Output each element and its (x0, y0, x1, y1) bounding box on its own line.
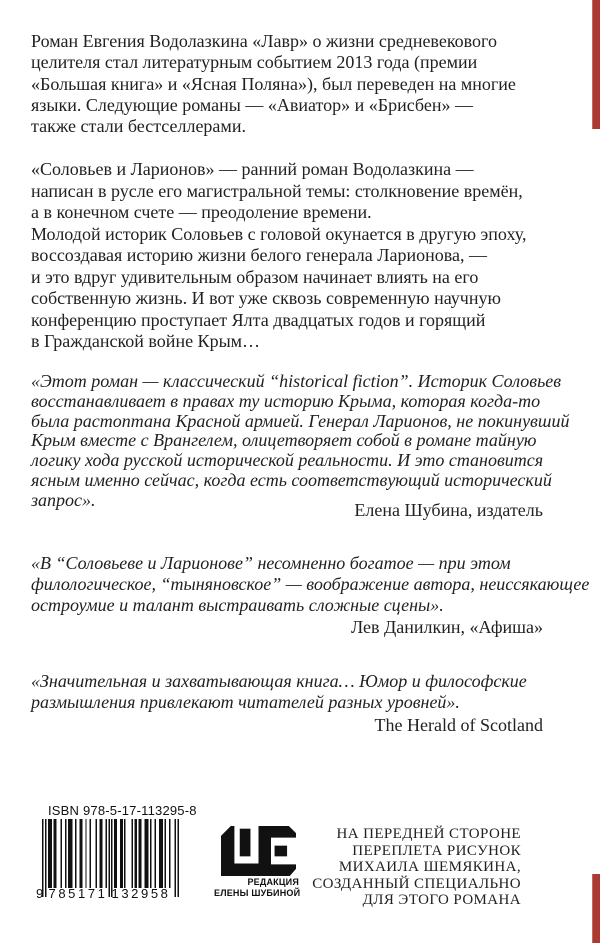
text-line: также стали бестселлерами. (31, 116, 246, 137)
text-line: языки. Следующие романы — «Авиатор» и «Брисбен» — (31, 94, 473, 115)
text-line: была растоптана Красной армией. Генерал Ларионов, не покинувший (31, 410, 570, 431)
text-line: Роман Евгения Водолазкина «Лавр» о жизни средневекового (31, 31, 497, 51)
barcode-prefix-digit: 9 (36, 886, 44, 901)
ean13-barcode (36, 819, 179, 901)
quote-attribution-shubina: Елена Шубина, издатель (354, 500, 543, 520)
text-line: филологическое, “тыняновское” — воображение автора, неиссякающее (31, 574, 590, 594)
text-line: РЕДАКЦИЯ (247, 877, 299, 887)
cover-edge-stripe-top (592, 0, 600, 129)
text-line: «Большая книга» и «Ясная Поляна»), был переведен на многие (31, 73, 516, 94)
text-line: «Соловьев и Ларионов» — ранний роман Водолазкина — (31, 159, 474, 179)
text-line: ДЛЯ ЭТОГО РОМАНА (362, 892, 521, 909)
annotation-paragraph-1 (31, 31, 516, 137)
text-line: конференцию проступает Ялта двадцатых годов и горящий (31, 309, 486, 330)
text-line: «Этот роман — классический “historical fiction”. Историк Соловьев (31, 371, 562, 391)
text-line: в Гражданской войне Крым… (31, 331, 261, 351)
text-line: Молодой историк Соловьев с головой окунается в другую эпоху, (31, 223, 527, 244)
text-line: остроумие и талант выстраивать сложные сцены». (31, 595, 444, 615)
text-line: «Значительная и захватывающая книга… Юмор и философские (31, 671, 527, 691)
text-line: запрос». (31, 489, 96, 510)
text-line: восстанавливает в правах ту историю Крыма, которая когда-то (31, 390, 541, 411)
quote-danilkin (31, 553, 589, 616)
cover-edge-stripe-bottom (592, 874, 600, 943)
text-line: логику хода русской исторической реальности. И это становится (31, 450, 544, 471)
barcode-digits-right: 132958 (111, 886, 171, 901)
annotation-paragraph-2 (31, 159, 526, 353)
text-line: «В “Соловьеве и Ларионове” несомненно богатое — при этом (31, 553, 511, 573)
text-line: и это вдруг удивительным образом начинает влиять на его (31, 266, 479, 287)
text-line: а в конечном счете — преодоление времени. (31, 202, 372, 222)
text-line: ясным именно сейчас, когда есть соответствующий исторический (31, 469, 552, 490)
text-line: ПЕРЕПЛЕТА РИСУНОК (352, 842, 521, 859)
quote-attribution-herald: The Herald of Scotland (374, 715, 543, 735)
cover-illustration-note (312, 826, 521, 909)
isbn-label: ISBN 978-5-17-113295-8 (48, 803, 197, 818)
publisher-monogram-icon (218, 826, 299, 876)
text-line: целителя стал литературным событием 2013 года (премии (31, 52, 478, 73)
text-line: написан в русле его магистральной темы: столкновение времён, (31, 180, 523, 201)
text-line: воссоздавая историю жизни белого генерала Ларионова, — (31, 245, 487, 265)
quote-herald (31, 671, 527, 713)
text-line: собственную жизнь. И вот уже сквозь современную научную (31, 288, 501, 308)
text-line: размышления привлекают читателей разных уровней». (31, 692, 460, 712)
text-line: СОЗДАННЫЙ СПЕЦИАЛЬНО (312, 875, 521, 892)
quote-attribution-danilkin: Лев Данилкин, «Афиша» (350, 617, 543, 637)
text-line: ЕЛЕНЫ ШУБИНОЙ (214, 887, 301, 898)
text-line: МИХАИЛА ШЕМЯКИНА, (338, 859, 521, 876)
publisher-imprint-caption (214, 877, 299, 898)
text-line: Крым вместе с Врангелем, олицетворяет собой в романе тайную (31, 430, 537, 451)
barcode-digits-left: 785171 (48, 886, 108, 901)
quote-shubina (31, 372, 569, 511)
text-line: НА ПЕРЕДНЕЙ СТОРОНЕ (336, 826, 521, 842)
